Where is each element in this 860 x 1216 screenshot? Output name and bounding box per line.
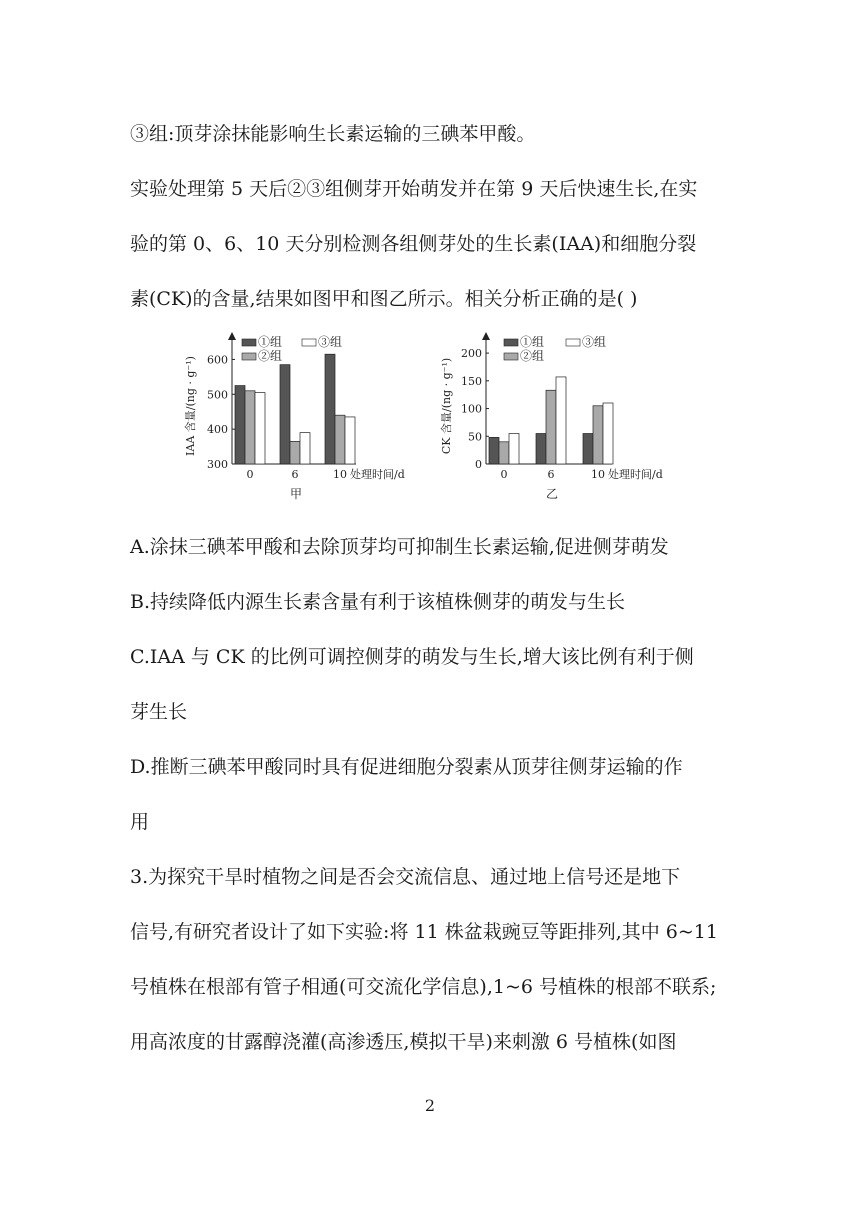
question3-line-3: 号植株在根部有管子相通(可交流化学信息),1~6 号植株的根部不联系; (130, 976, 717, 998)
y-tick-label: 500 (207, 388, 228, 402)
bar-①组-0 (235, 386, 245, 464)
bar-③组-10 (603, 403, 613, 464)
legend-label-1: ①组 (520, 335, 545, 349)
option-c-line-2: 芽生长 (130, 701, 188, 723)
question3-line-2: 信号,有研究者设计了如下实验:将 11 株盆栽豌豆等距排列,其中 6~11 (130, 921, 718, 943)
y-axis-arrow (228, 332, 236, 340)
y-tick-label: 400 (207, 423, 228, 437)
y-tick-label: 50 (468, 430, 482, 444)
bar-①组-10 (583, 434, 593, 465)
question3-line-4: 用高浓度的甘露醇浇灌(高渗透压,模拟干旱)来刺激 6 号植株(如图 (130, 1031, 677, 1053)
figure-charts (178, 328, 698, 508)
option-a: A.涂抹三碘苯甲酸和去除顶芽均可抑制生长素运输,促进侧芽萌发 (130, 536, 669, 558)
bar-①组-6 (536, 434, 546, 465)
text-line-3: 验的第 0、6、10 天分别检测各组侧芽处的生长素(IAA)和细胞分裂 (130, 233, 697, 255)
y-tick-label: 200 (461, 347, 482, 361)
bar-②组-6 (290, 441, 300, 464)
caption-ck: 乙 (545, 487, 559, 501)
bar-②组-10 (593, 406, 603, 464)
y-tick-label: 600 (207, 353, 228, 367)
x-tick-label: 0 (500, 468, 508, 481)
text-line-1: ③组:顶芽涂抹能影响生长素运输的三碘苯甲酸。 (130, 123, 536, 145)
bar-①组-10 (325, 354, 335, 464)
option-b: B.持续降低内源生长素含量有利于该植株侧芽的萌发与生长 (130, 591, 626, 613)
y-tick-label: 100 (461, 402, 482, 416)
ylabel-ck: CK 含量/(ng · g⁻¹) (440, 357, 453, 455)
bar-③组-0 (509, 434, 519, 465)
x-tick-label: 0 (246, 468, 254, 481)
legend-swatch-2 (504, 353, 518, 360)
legend-swatch-3 (302, 339, 316, 346)
bar-③组-0 (255, 393, 265, 464)
bar-②组-6 (546, 390, 556, 464)
legend-swatch-2 (242, 353, 256, 360)
bar-②组-0 (245, 391, 255, 464)
legend-label-1: ①组 (258, 335, 283, 349)
legend-swatch-1 (504, 339, 518, 346)
bar-②组-0 (499, 442, 509, 464)
y-tick-label: 0 (475, 458, 482, 471)
ylabel-iaa: IAA 含量/(ng · g⁻¹) (184, 356, 197, 456)
x-tick-label: 10 (333, 468, 347, 481)
bar-①组-0 (489, 437, 499, 464)
bar-①组-6 (280, 365, 290, 464)
chart-ck (438, 328, 698, 508)
question3-line-1: 3.为探究干旱时植物之间是否会交流信息、通过地上信号还是地下 (130, 866, 681, 888)
x-tick-label: 10 (591, 468, 605, 481)
bar-③组-6 (556, 377, 566, 464)
legend-label-2: ②组 (258, 349, 283, 363)
option-d-line-1: D.推断三碘苯甲酸同时具有促进细胞分裂素从顶芽往侧芽运输的作 (130, 756, 683, 778)
bar-③组-6 (300, 433, 310, 464)
option-d-line-2: 用 (130, 811, 150, 833)
x-tick-label: 6 (291, 468, 299, 481)
xlabel-iaa: 处理时间/d (350, 468, 405, 481)
legend-label-3: ③组 (318, 335, 343, 349)
y-axis-arrow (482, 332, 490, 340)
y-tick-label: 150 (461, 374, 482, 388)
x-tick-label: 6 (547, 468, 555, 481)
caption-iaa: 甲 (289, 487, 303, 501)
legend-swatch-1 (242, 339, 256, 346)
text-line-2: 实验处理第 5 天后②③组侧芽开始萌发并在第 9 天后快速生长,在实 (130, 178, 698, 200)
legend-label-3: ③组 (582, 335, 607, 349)
bar-②组-10 (335, 415, 345, 464)
legend-swatch-3 (566, 339, 580, 346)
chart-iaa (178, 328, 438, 508)
text-line-4: 素(CK)的含量,结果如图甲和图乙所示。相关分析正确的是( ) (130, 288, 638, 310)
xlabel-ck: 处理时间/d (608, 468, 663, 481)
option-c-line-1: C.IAA 与 CK 的比例可调控侧芽的萌发与生长,增大该比例有利于侧 (130, 646, 694, 668)
y-tick-label: 300 (207, 458, 228, 471)
bar-③组-10 (345, 417, 355, 464)
legend-label-2: ②组 (520, 349, 545, 363)
page-number: 2 (424, 1096, 436, 1115)
